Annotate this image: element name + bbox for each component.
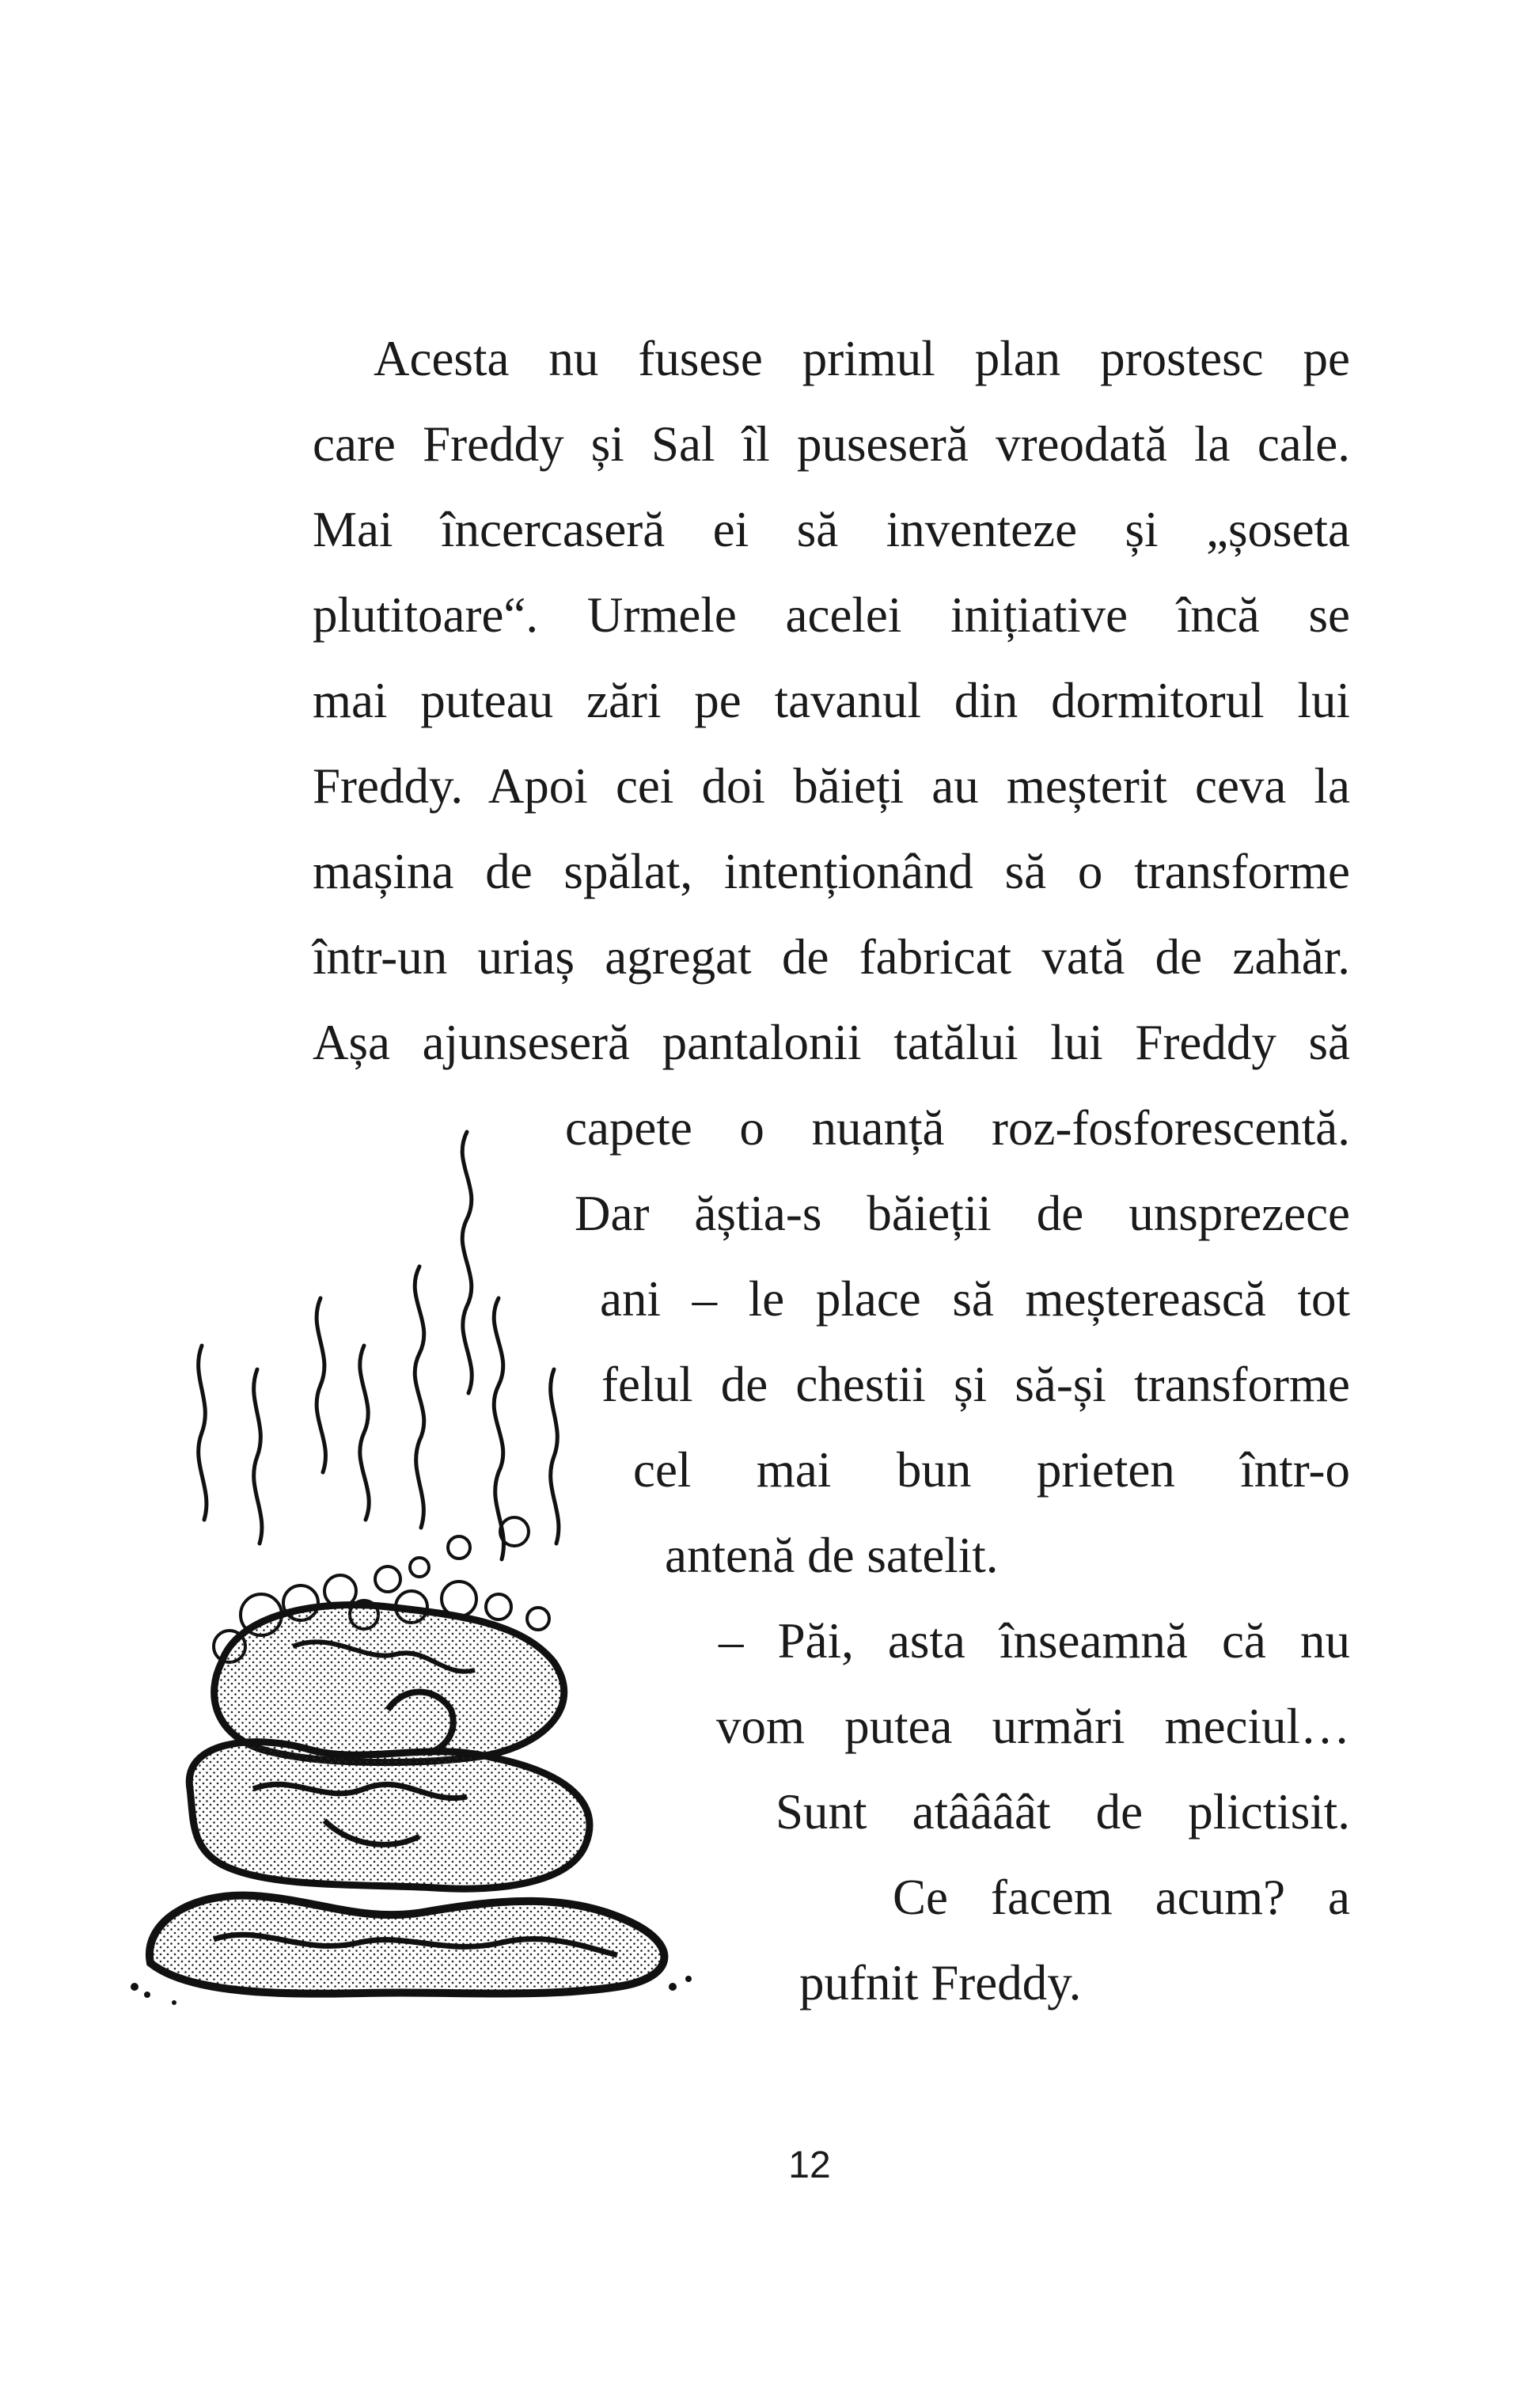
text-line: vom putea urmări meciul… [716,1699,1350,1754]
smoking-heap-illustration [127,1108,728,2018]
text-line: Acesta nu fusese primul plan prostesc pe [374,331,1350,386]
text-line: Mai încercaseră ei să inventeze și „șoseta [313,502,1350,557]
text-line: antenă de satelit. [665,1528,999,1583]
text-line: Freddy. Apoi cei doi băieți au meșterit ceva la [313,758,1350,814]
heap-middle-icon [189,1742,590,1889]
text-line: pufnit Freddy. [799,1955,1082,2011]
text-line: cel mai bun prieten într-o [633,1442,1350,1498]
text-line: mașina de spălat, intenționând să o transforme [313,844,1350,899]
text-line: capete o nuanță roz-fosforescentă. [565,1100,1350,1156]
text-line: Sunt atâââât de plictisit. [776,1784,1350,1840]
text-line: plutitoare“. Urmele acelei inițiative încă se [313,587,1350,643]
page-number: 12 [788,2144,831,2186]
text-line: Dar ăștia-s băieții de unsprezece [575,1186,1350,1241]
text-line: Ce facem acum? a [893,1870,1350,1925]
text-line: mai puteau zări pe tavanul din dormitorul lui [313,673,1350,728]
text-line: Așa ajunseseră pantalonii tatălui lui Freddy să [313,1015,1350,1070]
smoke-icon [199,1132,559,1559]
text-line: ani – le place să meșterească tot [600,1271,1350,1327]
text-line: – Păi, asta înseamnă că nu [719,1613,1350,1669]
text-line: într-un uriaș agregat de fabricat vată de zahăr. [313,929,1350,985]
text-line: felul de chestii și să-și transforme [601,1357,1350,1412]
text-line: care Freddy și Sal îl puseseră vreodată la cale. [313,416,1350,472]
